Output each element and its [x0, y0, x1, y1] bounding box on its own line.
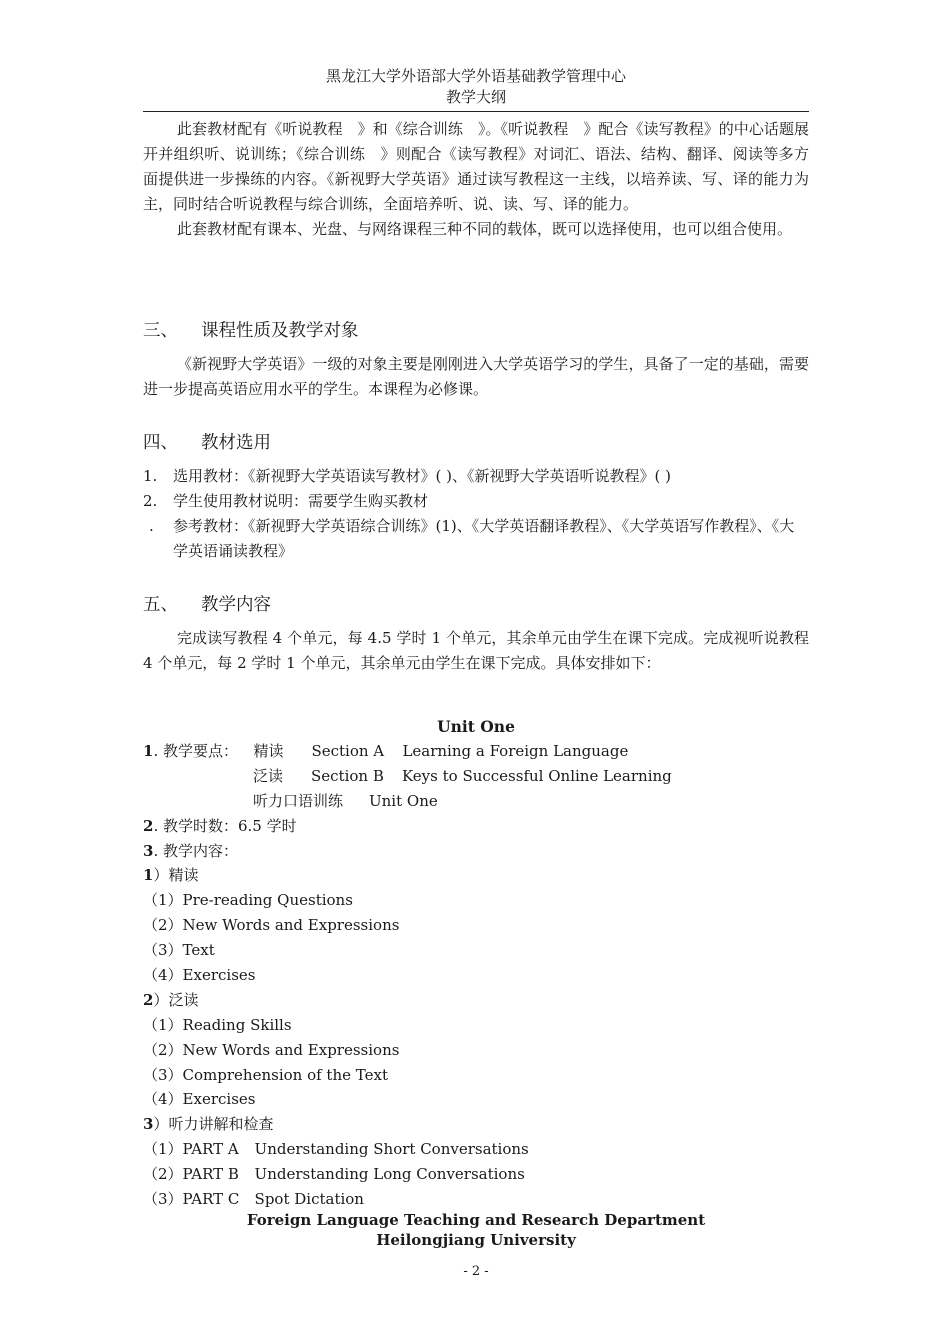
list-item: [143, 1137, 809, 1162]
list-item-text: 参考教材：《新视野大学英语综合训练》(1)、《大学英语翻译教程》、《大学英语写作教程》、《大学英语诵读教程》: [173, 517, 795, 560]
section-3-body: [143, 352, 809, 402]
item-index: （2）: [143, 1165, 183, 1184]
list-item: （4）Exercises: [143, 1090, 256, 1109]
teaching-content-row: [143, 839, 809, 864]
list-item: （1）Reading Skills: [143, 1015, 292, 1034]
group-number: 2: [143, 990, 154, 1009]
teaching-points-row: [143, 739, 809, 764]
header-institution: 黑龙江大学外语部大学外语基础教学管理中心: [325, 67, 626, 85]
textbook-list: [143, 464, 809, 564]
header-divider: [143, 111, 809, 112]
section-5-paragraph: 完成读写教程 4 个单元，每 4.5 学时 1 个单元，其余单元由学生在课下完成。完成视听说教程 4 个单元，每 2 学时 1 个单元，其余单元由学生在课下完成。具体安排如下：: [143, 629, 809, 672]
outline-label: . 教学要点：: [153, 742, 238, 760]
outline-number: 2: [143, 816, 154, 835]
list-item: （2）New Words and Expressions: [143, 916, 400, 935]
part-label: PART C: [182, 1190, 240, 1209]
section-5-number: 五、: [143, 595, 178, 615]
group-number: 1: [143, 866, 154, 885]
point-section: Section A: [311, 742, 385, 760]
list-item: [143, 464, 809, 489]
section-4-number: 四、: [143, 433, 178, 453]
list-item: [143, 489, 809, 514]
list-item: （3）Comprehension of the Text: [143, 1065, 388, 1084]
list-item: （4）Exercises: [143, 966, 256, 985]
part-label: PART B: [182, 1165, 239, 1184]
part-text: Spot Dictation: [254, 1190, 364, 1209]
header-doc-title: 教学大纲: [445, 88, 506, 106]
list-item: （3）Text: [143, 941, 215, 960]
outline-number: 1: [143, 742, 154, 760]
teaching-points-row: [143, 764, 809, 789]
group-number: 3: [143, 1115, 154, 1134]
section-5-title: 教学内容: [201, 595, 271, 615]
section-4-heading: [143, 431, 271, 455]
group-label: ）泛读: [153, 990, 199, 1009]
point-type: 听力口语训练: [253, 791, 344, 810]
list-item-number: .: [149, 517, 154, 535]
intro-paragraph-2: 此套教材配有课本、光盘、与网络课程三种不同的载体，既可以选择使用，也可以组合使用。: [177, 220, 793, 238]
intro-block: [143, 117, 809, 242]
footer-department: Foreign Language Teaching and Research Department: [246, 1211, 706, 1229]
list-item: [143, 1162, 809, 1187]
part-text: Understanding Short Conversations: [254, 1140, 529, 1159]
point-type: 精读: [253, 742, 284, 760]
section-3-paragraph: 《新视野大学英语》一级的对象主要是刚刚进入大学英语学习的学生，具备了一定的基础，需要进一步提高英语应用水平的学生。本课程为必修课。: [143, 355, 809, 398]
part-label: PART A: [182, 1140, 239, 1159]
list-item: [143, 1187, 809, 1212]
unit-outline: [143, 739, 809, 1212]
teaching-hours-row: [143, 814, 809, 839]
teaching-points-row: [143, 789, 809, 814]
footer-university: Heilongjiang University: [376, 1231, 576, 1249]
unit-title: Unit One: [437, 717, 515, 736]
list-item-number: 1.: [143, 467, 158, 485]
list-item: （1）Pre-reading Questions: [143, 891, 353, 910]
section-5-heading: [143, 593, 271, 617]
list-item-text: 选用教材：《新视野大学英语读写教材》( )、《新视野大学英语听说教程》( ): [173, 467, 671, 485]
section-3-number: 三、: [143, 321, 178, 341]
item-index: （1）: [143, 1140, 183, 1159]
list-item: （2）New Words and Expressions: [143, 1040, 400, 1059]
section-5-body: [143, 626, 809, 676]
point-title: Unit One: [369, 791, 438, 810]
list-item-number: 2.: [143, 492, 158, 510]
section-3-heading: [143, 319, 359, 343]
section-3-title: 课程性质及教学对象: [201, 321, 359, 341]
content-group-heading: [143, 1112, 809, 1137]
part-text: Understanding Long Conversations: [254, 1165, 525, 1184]
section-4-title: 教材选用: [201, 433, 271, 453]
point-section: Section B: [311, 766, 384, 785]
list-item-text: 学生使用教材说明：需要学生购买教材: [173, 492, 429, 510]
content-group-heading: [143, 863, 809, 888]
group-label: ）听力讲解和检查: [153, 1115, 274, 1134]
teaching-hours-text: . 教学时数：6.5 学时: [153, 816, 297, 835]
point-title: Keys to Successful Online Learning: [402, 766, 672, 785]
list-item: [143, 514, 809, 564]
group-label: ）精读: [153, 866, 199, 885]
page-number: - 2 -: [463, 1264, 489, 1279]
item-index: （3）: [143, 1190, 183, 1209]
content-group-heading: [143, 988, 809, 1013]
point-type: 泛读: [253, 766, 284, 785]
page-footer: [143, 1210, 809, 1250]
intro-paragraph-1: 此套教材配有《听说教程 》和《综合训练 》。《听说教程 》配合《读写教程》的中心话题展开并组织听、说训练；《综合训练 》则配合《读写教程》对词汇、语法、结构、翻译、阅读等多方面提供进一步操练的内容。《新视野大学英语》通过读写教程这一主线，以培养读、写、译的能力为主，同时结合听说教程与综合训练，全面培养听、说、读、写、译的能力。: [143, 120, 809, 213]
page-header: [143, 66, 809, 108]
outline-number: 3: [143, 841, 154, 860]
teaching-content-label: . 教学内容：: [153, 841, 238, 860]
point-title: Learning a Foreign Language: [402, 742, 629, 760]
